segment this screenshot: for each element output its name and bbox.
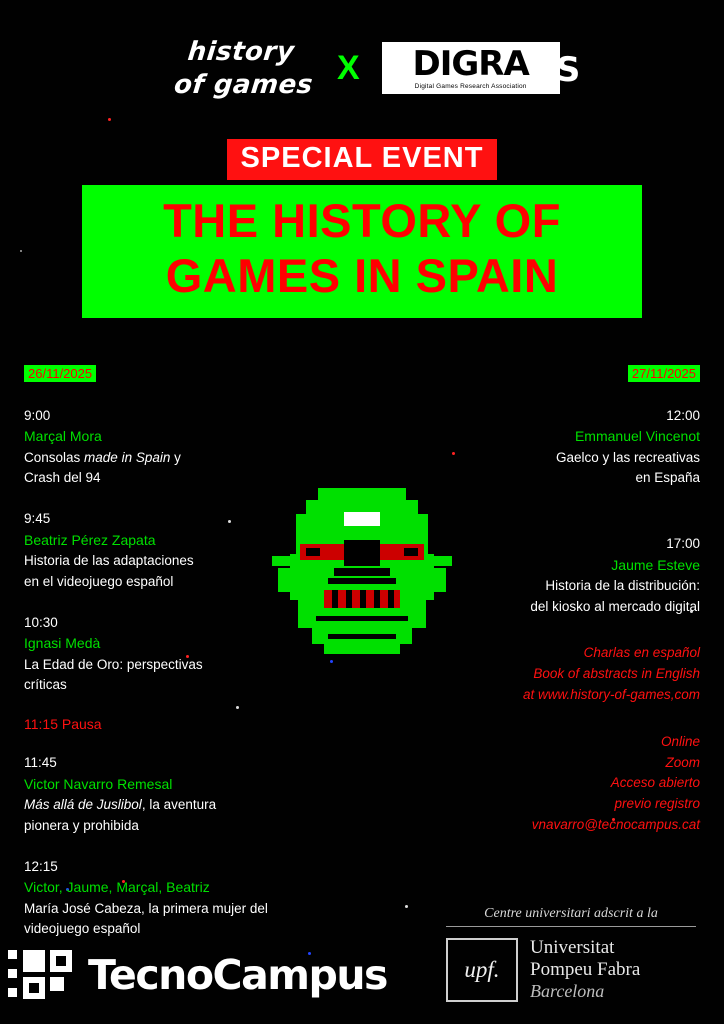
entry-title-pre: Consolas xyxy=(24,449,85,465)
entry-time: 12:15 xyxy=(24,858,58,874)
entry-speaker: Victor, Jaume, Marçal, Beatriz xyxy=(24,879,210,895)
star-dot xyxy=(108,118,111,121)
entry-title: María José Cabeza, la primera mujer del xyxy=(24,900,268,916)
entry-speaker: Jaume Esteve xyxy=(611,556,700,573)
hog-line-2: of games xyxy=(173,69,315,99)
upf-name-line-1: Universitat xyxy=(530,937,615,959)
note-line: Book of abstracts in English xyxy=(533,665,700,681)
special-event-label: SPECIAL EVENT xyxy=(227,139,498,180)
note-line: Online xyxy=(660,733,700,749)
language-notes xyxy=(410,643,700,706)
entry-speaker: Ignasi Medà xyxy=(24,635,101,652)
collab-x-icon: X xyxy=(336,48,360,87)
upf-name-line-3: Barcelona xyxy=(530,981,605,1002)
upf-name-line-2: Pompeu Fabra xyxy=(530,959,641,981)
tecnocampus-logo xyxy=(8,946,387,1004)
note-line: Zoom xyxy=(665,754,700,770)
digra-subtitle: Digital Games Research Association xyxy=(414,82,527,90)
entry-title-line2: Crash del 94 xyxy=(24,470,101,486)
contact-email[interactable]: vnavarro@tecnocampus.cat xyxy=(531,817,700,833)
entry-time: 12:00 xyxy=(666,408,700,423)
entry-title: La Edad de Oro: perspectivas xyxy=(24,656,203,672)
entry-title xyxy=(24,795,314,815)
note-line: Acceso abierto xyxy=(610,775,700,791)
entry-title-line2: en España xyxy=(635,470,700,486)
schedule-item xyxy=(24,857,314,939)
upf-logo-icon: upf. xyxy=(446,938,518,1002)
entry-time: 10:30 xyxy=(24,614,58,630)
entry-time: 9:00 xyxy=(24,408,51,423)
entry-time: 11:45 xyxy=(24,755,57,771)
schedule-item xyxy=(24,613,314,695)
digra-wordmark: DIGRA xyxy=(412,44,529,85)
entry-title: Gaelco y las recreativas xyxy=(555,449,700,465)
star-dot xyxy=(405,905,408,908)
hog-line-1: history xyxy=(186,36,297,67)
entry-title-post: , la aventura xyxy=(141,797,217,813)
entry-title: Historia de las adaptaciones xyxy=(24,553,194,569)
adscrit-label: Centre universitari adscrit a la xyxy=(484,906,658,922)
upf-names xyxy=(530,937,640,1002)
entry-title-line2: del kiosko al mercado digital xyxy=(530,598,700,614)
note-line: at www.history-of-games,com xyxy=(522,686,700,702)
poster-header xyxy=(0,18,724,118)
entry-time: 17:00 xyxy=(666,536,700,552)
entry-title-line2: pionera y prohibida xyxy=(24,817,139,833)
tecnocampus-mark-icon xyxy=(8,946,74,1004)
history-of-games-logo xyxy=(161,36,318,101)
poster-title xyxy=(82,185,642,318)
entry-speaker: Beatriz Pérez Zapata xyxy=(24,531,156,548)
upf-affiliation xyxy=(446,906,696,1002)
day2-date: 27/11/2025 xyxy=(628,365,700,382)
entry-title-em: Más allá de Juslibol xyxy=(24,797,142,813)
entry-title-line2: videojuego español xyxy=(24,920,141,936)
entry-title-line2: en el videojuego español xyxy=(24,573,174,589)
schedule-item xyxy=(24,753,314,835)
entry-title: Historia de la distribución: xyxy=(545,578,700,594)
note-line: Charlas en español xyxy=(583,644,700,660)
schedule-item xyxy=(24,509,314,591)
entry-title-post: y xyxy=(170,449,181,465)
entry-title-em: made in Spain xyxy=(84,449,171,465)
schedule-item xyxy=(410,534,700,616)
day2-column xyxy=(410,365,700,836)
entry-title xyxy=(24,448,314,468)
entry-speaker: Victor Navarro Remesal xyxy=(24,775,173,792)
title-line-2: GAMES IN SPAIN xyxy=(165,249,559,303)
special-event-badge xyxy=(0,139,724,180)
digra-logo xyxy=(382,42,580,93)
title-line-1: THE HISTORY OF xyxy=(163,194,561,247)
schedule-item xyxy=(24,406,314,488)
entry-time: 9:45 xyxy=(24,511,51,527)
divider xyxy=(446,926,696,927)
entry-speaker: Marçal Mora xyxy=(24,428,102,445)
note-line: previo registro xyxy=(614,796,700,812)
tecnocampus-wordmark: TecnoCampus xyxy=(88,951,387,999)
access-notes xyxy=(410,732,700,837)
day1-column xyxy=(24,365,314,960)
schedule-item xyxy=(410,406,700,488)
star-dot xyxy=(20,250,22,252)
entry-title-line2: críticas xyxy=(24,677,67,693)
entry-speaker: Emmanuel Vincenot xyxy=(574,428,700,445)
digra-es-suffix: ES xyxy=(533,50,580,91)
day1-date: 26/11/2025 xyxy=(24,365,96,382)
break-item: 11:15 Pausa xyxy=(24,716,102,733)
upf-row xyxy=(446,937,696,1002)
